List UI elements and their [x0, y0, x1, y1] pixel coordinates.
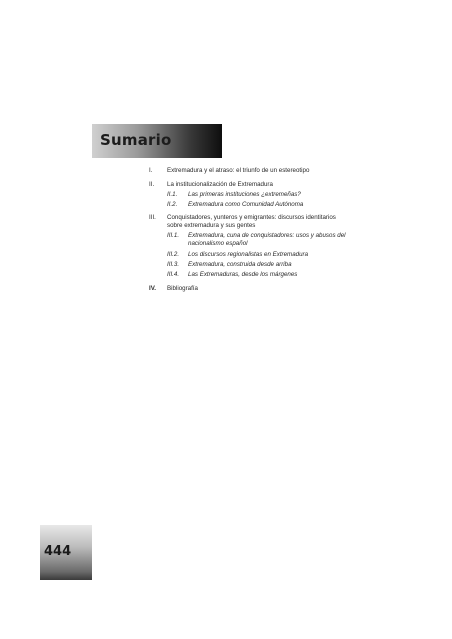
toc-item-text: Los discursos regionalistas en Extremadura — [188, 251, 309, 258]
toc-item-text: Extremadura, cuna de conquistadores: usos y abusos del nacionalismo español — [188, 232, 346, 247]
toc-item-number: IV. — [149, 285, 156, 292]
toc-item-number: III.1. — [167, 232, 180, 239]
toc-item-text: Las primeras instituciones ¿extremeñas? — [188, 191, 301, 198]
page-number: 444 — [44, 544, 72, 559]
toc-item-number: II. — [149, 181, 155, 188]
toc-item-text: Extremadura como Comunidad Autónoma — [188, 201, 304, 208]
toc-item-text: Conquistadores, yunteros y emigrantes: discursos identitarios sobre extremadura y sus gentes — [167, 214, 336, 229]
toc-item-text: Bibliografía — [167, 285, 198, 292]
section-title: Sumario — [100, 131, 172, 149]
toc-item-text: La institucionalización de Extremadura — [167, 181, 273, 188]
toc-item-text: Las Extremaduras, desde los márgenes — [188, 271, 298, 278]
toc-item-number: II.1. — [167, 191, 178, 198]
toc-item-number: II.2. — [167, 201, 178, 208]
toc-item-number: I. — [149, 167, 153, 174]
toc-item-number: III. — [149, 214, 156, 221]
toc-item-text: Extremadura, construida desde arriba — [188, 261, 292, 268]
toc-item-text: Extremadura y el atraso: el triunfo de un estereotipo — [167, 167, 310, 174]
toc-item-number: III.2. — [167, 251, 180, 258]
toc-item-number: III.4. — [167, 271, 180, 278]
toc-item-number: III.3. — [167, 261, 180, 268]
